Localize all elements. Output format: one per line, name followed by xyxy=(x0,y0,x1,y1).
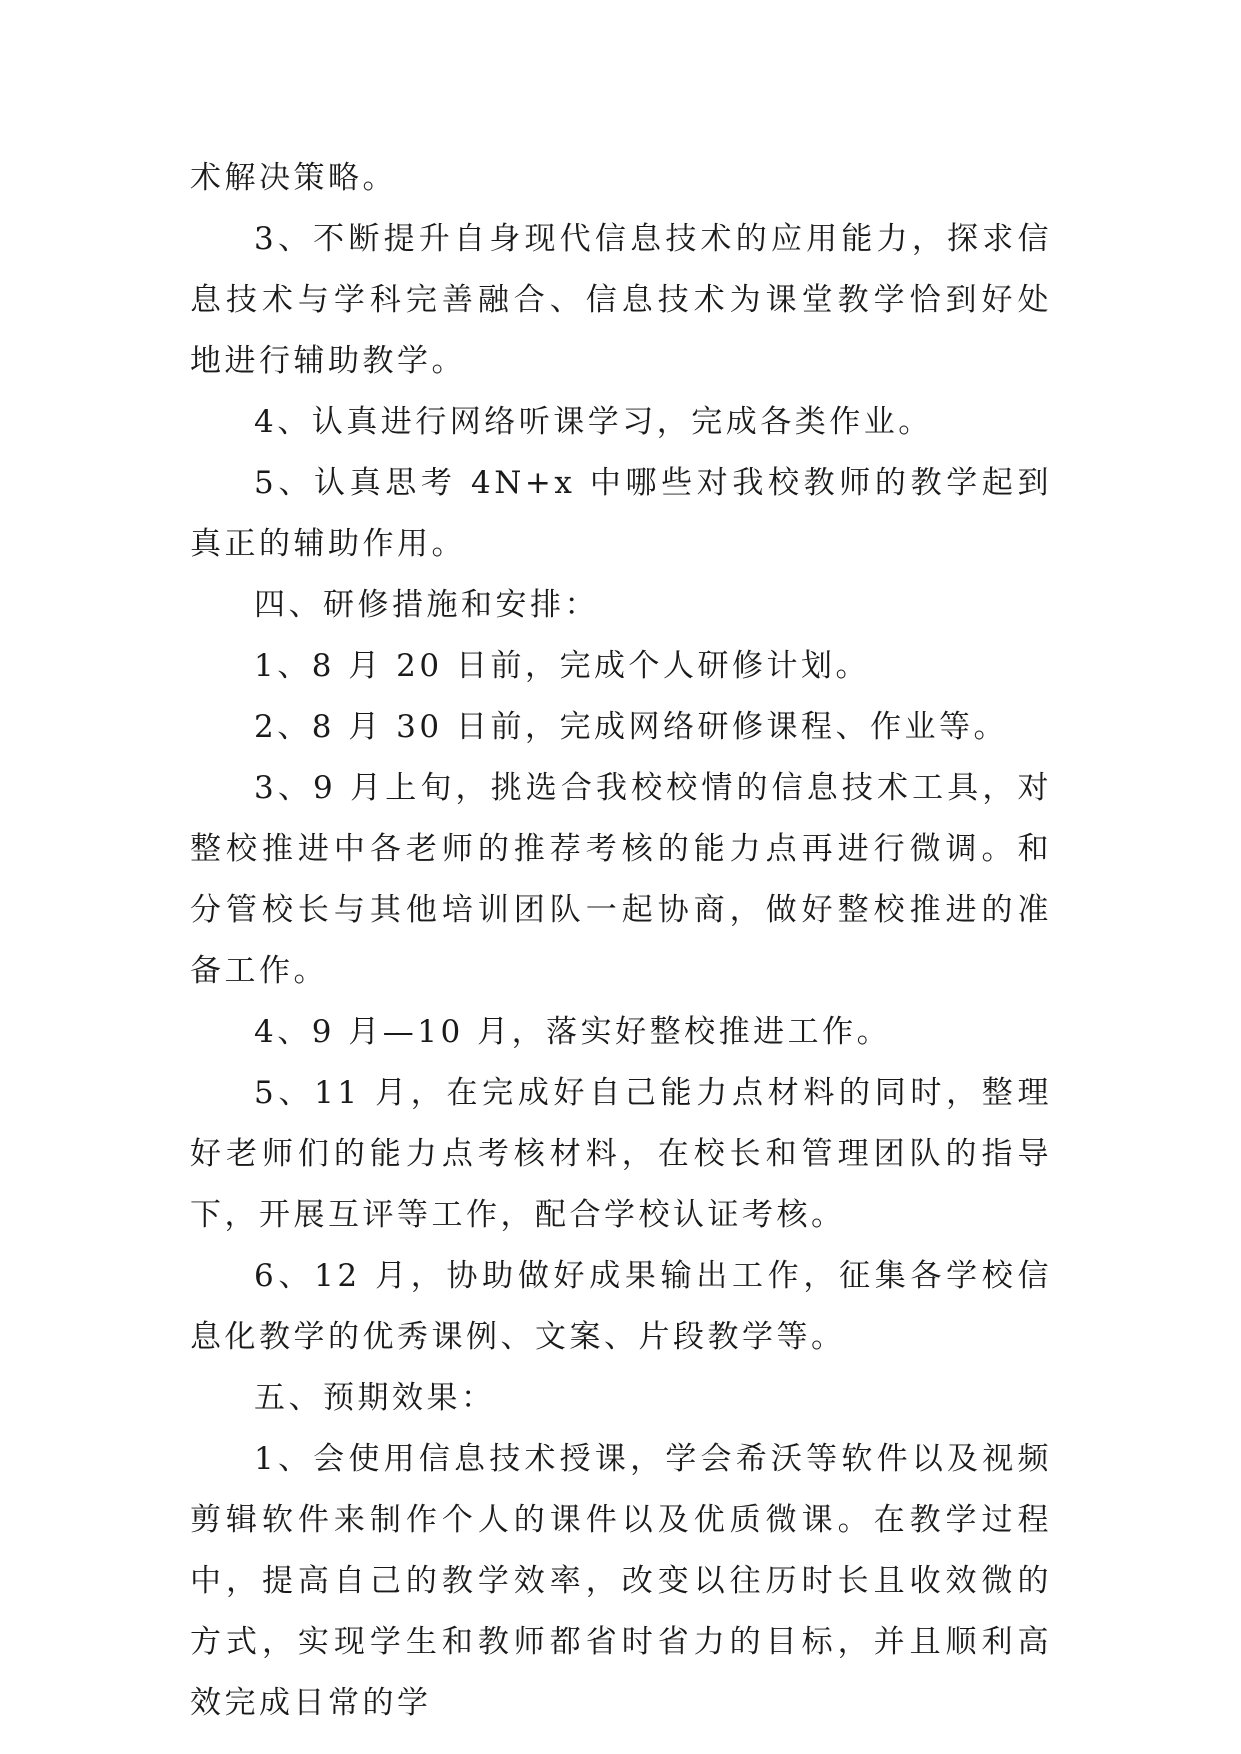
paragraph-11: 6、12 月，协助做好成果输出工作，征集各学校信息化教学的优秀课例、文案、片段教学等。 xyxy=(190,1258,1052,1355)
paragraph-8: 3、9 月上旬，挑选合我校校情的信息技术工具，对整校推进中各老师的推荐考核的能力点再进行微调。和分管校长与其他培训团队一起协商，做好整校推进的准备工作。 xyxy=(190,770,1052,989)
paragraph-1: 术解决策略。 xyxy=(190,160,397,196)
section-heading-5: 五、预期效果： xyxy=(254,1380,496,1416)
section-heading-4: 四、研修措施和安排： xyxy=(254,587,599,623)
paragraph-7: 2、8 月 30 日前，完成网络研修课程、作业等。 xyxy=(254,709,1008,745)
paragraph-3: 4、认真进行网络听课学习，完成各类作业。 xyxy=(254,404,933,440)
document-page xyxy=(190,148,1052,1734)
paragraph-2: 3、不断提升自身现代信息技术的应用能力，探求信息技术与学科完善融合、信息技术为课堂教学恰到好处地进行辅助教学。 xyxy=(190,221,1052,379)
paragraph-9: 4、9 月—10 月，落实好整校推进工作。 xyxy=(254,1014,892,1050)
paragraph-13: 1、会使用信息技术授课，学会希沃等软件以及视频剪辑软件来制作个人的课件以及优质微课。在教学过程中，提高自己的教学效率，改变以往历时长且收效微的方式，实现学生和教师都省时省力的目标，并且顺利高效完成日常的学 xyxy=(190,1441,1052,1721)
paragraph-10: 5、11 月，在完成好自己能力点材料的同时，整理好老师们的能力点考核材料，在校长和管理团队的指导下，开展互评等工作，配合学校认证考核。 xyxy=(190,1075,1052,1233)
paragraph-4: 5、认真思考 4N+x 中哪些对我校教师的教学起到真正的辅助作用。 xyxy=(190,465,1052,562)
paragraph-6: 1、8 月 20 日前，完成个人研修计划。 xyxy=(254,648,870,684)
